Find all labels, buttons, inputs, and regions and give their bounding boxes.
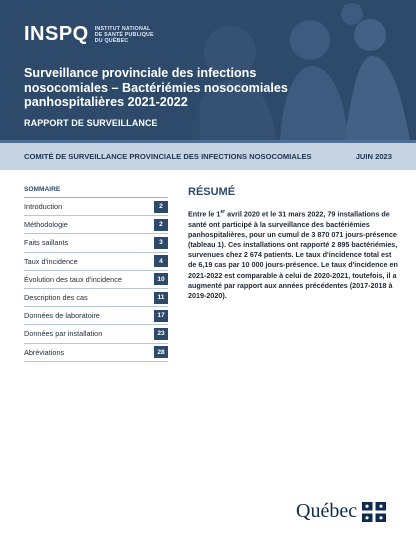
toc-item-faits-saillants[interactable] [24, 234, 168, 252]
toc-item-label: Données par installation [24, 329, 103, 339]
toc-item-label: Méthodologie [24, 220, 68, 230]
toc-item-laboratoire[interactable] [24, 307, 168, 325]
summary-section [188, 186, 398, 301]
toc-item-label: Abréviations [24, 347, 65, 357]
toc-item-methodologie[interactable] [24, 216, 168, 234]
committee-name: COMITÉ DE SURVEILLANCE PROVINCIALE DES INFECTIONS NOSOCOMIALES [24, 152, 312, 161]
quebec-logo [296, 500, 386, 523]
cover-hero [0, 0, 416, 140]
toc-item-evolution[interactable] [24, 271, 168, 289]
toc-page-number: 10 [154, 273, 168, 285]
quebec-wordmark: Québec [296, 500, 358, 522]
toc-page-number: 3 [154, 237, 168, 249]
toc-page-number: 11 [154, 292, 168, 304]
toc-heading: SOMMAIRE [24, 186, 168, 198]
summary-text-rest: avril 2020 et le 31 mars 2022, 79 installations de santé ont participé à la surveillance des bactériémies panhospitalières, pour un cumul de 3 870 071 jours-présence (tableau 1). Ces installations ont rapporté 2 895 bactériémies, survenues chez 2 674 patients. Le taux d'incidence total est de 6,19 cas par 10 000 jours-présence. Le taux d'incidence en 2021-2022 est comparable à celui de 2020-2021, toutefois, il a augmenté par rapport aux années précédentes (2017-2018 à 2019-2020). [188, 209, 398, 301]
summary-superscript: er [220, 209, 226, 215]
institute-name [95, 24, 185, 45]
committee-band [0, 140, 416, 170]
institute-line: DU QUÉBEC [94, 38, 129, 45]
toc-item-label: Description des cas [24, 293, 88, 303]
institute-line: DE SANTÉ PUBLIQUE [94, 32, 154, 39]
toc-item-abreviations[interactable] [24, 344, 168, 362]
toc-page-number: 2 [154, 219, 168, 231]
toc-item-description-cas[interactable] [24, 289, 168, 307]
toc-page-number: 28 [154, 346, 168, 358]
report-title [24, 66, 294, 110]
report-type: RAPPORT DE SURVEILLANCE [24, 118, 158, 128]
toc-item-taux-incidence[interactable] [24, 253, 168, 271]
title-line: nosocomiales – Bactériémies nosocomiales [24, 80, 288, 95]
toc-page-number: 23 [154, 328, 168, 340]
summary-text-start: Entre le 1 [188, 209, 221, 219]
title-line: panhospitalières 2021-2022 [24, 95, 188, 109]
toc-page-number: 4 [154, 255, 168, 267]
toc-item-introduction[interactable] [24, 198, 168, 216]
inspq-wordmark: INSPQ [24, 23, 89, 45]
fleur-de-lis-flag-icon [362, 502, 386, 522]
toc-item-label: Données de laboratoire [24, 311, 100, 321]
summary-heading: RÉSUMÉ [188, 186, 236, 198]
toc-item-installation[interactable] [24, 325, 168, 343]
toc-item-label: Taux d'incidence [24, 256, 78, 266]
summary-paragraph [188, 207, 398, 301]
institute-line: INSTITUT NATIONAL [94, 26, 151, 32]
publication-date: JUIN 2023 [355, 152, 392, 161]
toc-item-label: Faits saillants [24, 238, 69, 248]
table-of-contents [24, 186, 168, 362]
title-line: Surveillance provinciale des infections [24, 66, 257, 80]
toc-item-label: Introduction [24, 202, 63, 212]
toc-page-number: 2 [154, 201, 168, 213]
toc-item-label: Évolution des taux d'incidence [24, 274, 122, 284]
inspq-logo [24, 24, 185, 45]
toc-page-number: 17 [154, 310, 168, 322]
